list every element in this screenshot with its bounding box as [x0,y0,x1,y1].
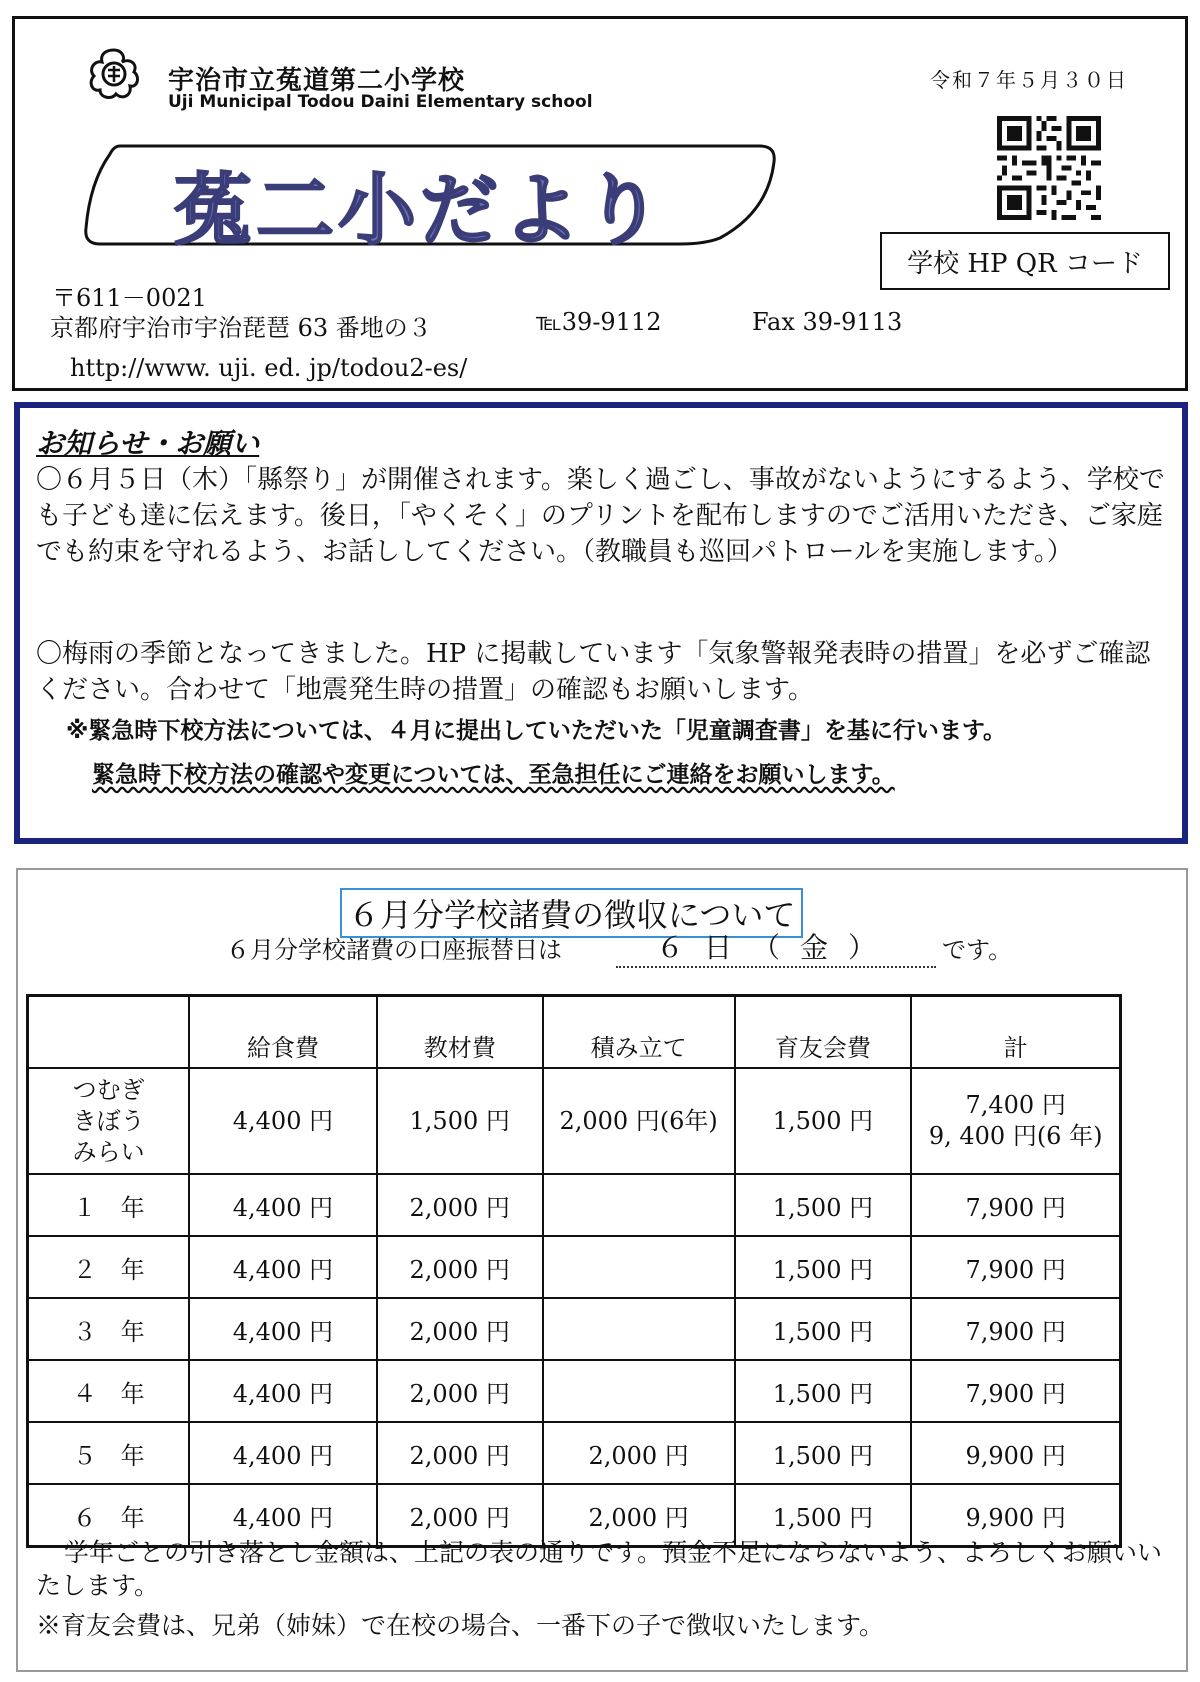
cell-total: 7,900 円 [911,1360,1120,1422]
cell-lunch: 4,400 円 [189,1174,377,1236]
school-url: http://www. uji. ed. jp/todou2-es/ [70,354,468,382]
table-row [28,1422,1121,1484]
header-lunch: 給食費 [189,996,377,1069]
cell-materials: 2,000 円 [377,1484,543,1547]
cell-materials: 1,500 円 [377,1068,543,1174]
header-savings: 積み立て [543,996,735,1069]
cell-total: 9,900 円 [911,1422,1120,1484]
cell-materials: 2,000 円 [377,1174,543,1236]
fee-table [26,994,1122,1548]
fee-suffix: です。 [942,936,1013,964]
header-total: 計 [911,996,1120,1069]
cell-lunch: 4,400 円 [189,1236,377,1298]
cell-pta: 1,500 円 [735,1484,912,1547]
pta-fee-note: ※育友会費は、兄弟（姉妹）で在校の場合、一番下の子で徴収いたします。 [36,1611,885,1640]
cell-pta: 1,500 円 [735,1298,912,1360]
table-row [28,1298,1121,1360]
issue-date: 令和７年５月３０日 [930,68,1128,92]
qr-code-icon [990,116,1108,220]
cell-pta: 1,500 円 [735,1174,912,1236]
fax-number: Fax 39-9113 [752,308,903,336]
notice-heading: お知らせ・お願い [36,427,260,460]
school-name-en: Uji Municipal Todou Daini Elementary school [168,92,593,112]
cell-savings [543,1360,735,1422]
cell-grade: ２ 年 [28,1236,190,1298]
newsletter-title: 菟二小だより [174,166,667,256]
fee-transfer-date: ６日（金） [616,926,936,968]
notice-rainy-season: 〇梅雨の季節となってきました。HP に掲載しています「気象警報発表時の措置」を必ずご確認ください。合わせて「地震発生時の措置」の確認もお願いします。 [36,639,1151,705]
cell-grade: １ 年 [28,1174,190,1236]
notice-emergency-dismissal: ※緊急時下校方法については、４月に提出していただいた「児童調査書」を基に行います。 [66,718,1007,744]
cell-total: 7,400 円 9, 400 円(6 年) [911,1068,1120,1174]
cell-savings: 2,000 円 [543,1484,735,1547]
cell-savings: 2,000 円 [543,1422,735,1484]
table-row [28,1068,1121,1174]
notice-emergency-contact: 緊急時下校方法の確認や変更については、至急担任にご連絡をお願いします。 [92,762,895,788]
table-row [28,1174,1121,1236]
table-row [28,1236,1121,1298]
postal-code: 〒611－0021 [52,284,207,312]
qr-code-label: 学校 HP QR コード [880,232,1170,290]
notice-festival: 〇６月５日（木）「縣祭り」が開催されます。楽しく過ごし、事故がないようにするよう、学校でも子ども達に伝えます。後日，「やくそく」のプリントを配布しますのでご活用いただき、ご家庭でも約束を守れるよう、お話ししてください。（教職員も巡回パトロールを実施します。） [36,465,1165,567]
cell-grade: つむぎ きぼう みらい [28,1068,190,1174]
cell-grade: ６ 年 [28,1484,190,1547]
cell-lunch: 4,400 円 [189,1484,377,1547]
cell-savings [543,1298,735,1360]
cell-grade: ４ 年 [28,1360,190,1422]
cell-grade: ３ 年 [28,1298,190,1360]
cell-savings: 2,000 円(6年) [543,1068,735,1174]
cell-lunch: 4,400 円 [189,1298,377,1360]
cell-lunch: 4,400 円 [189,1422,377,1484]
cell-savings [543,1236,735,1298]
phone-number: ℡39-9112 [536,308,662,336]
cell-pta: 1,500 円 [735,1236,912,1298]
cell-materials: 2,000 円 [377,1360,543,1422]
cell-materials: 2,000 円 [377,1422,543,1484]
cell-total: 7,900 円 [911,1236,1120,1298]
header-grade [28,996,190,1069]
cell-savings [543,1174,735,1236]
school-name-ja: 宇治市立菟道第二小学校 [168,66,466,96]
cell-grade: ５ 年 [28,1422,190,1484]
cell-total: 7,900 円 [911,1174,1120,1236]
table-row [28,1360,1121,1422]
cell-pta: 1,500 円 [735,1422,912,1484]
cell-materials: 2,000 円 [377,1236,543,1298]
cell-total: 7,900 円 [911,1298,1120,1360]
cell-lunch: 4,400 円 [189,1360,377,1422]
fee-title: ６月分学校諸費の徴収について [340,888,803,938]
header-materials: 教材費 [377,996,543,1069]
school-address: 京都府宇治市宇治琵琶 63 番地の３ [50,314,432,342]
cell-pta: 1,500 円 [735,1360,912,1422]
cell-pta: 1,500 円 [735,1068,912,1174]
cell-total: 9,900 円 [911,1484,1120,1547]
header-pta: 育友会費 [735,996,912,1069]
fee-subtitle: ６月分学校諸費の口座振替日は [226,936,562,964]
cell-lunch: 4,400 円 [189,1068,377,1174]
fee-note: 学年ごとの引き落とし金額は、上記の表の通りです。預金不足にならないよう、よろしくお願いいたします。 [36,1538,1163,1600]
fee-table-header-row [28,996,1121,1069]
school-emblem-icon [86,46,142,102]
cell-materials: 2,000 円 [377,1298,543,1360]
